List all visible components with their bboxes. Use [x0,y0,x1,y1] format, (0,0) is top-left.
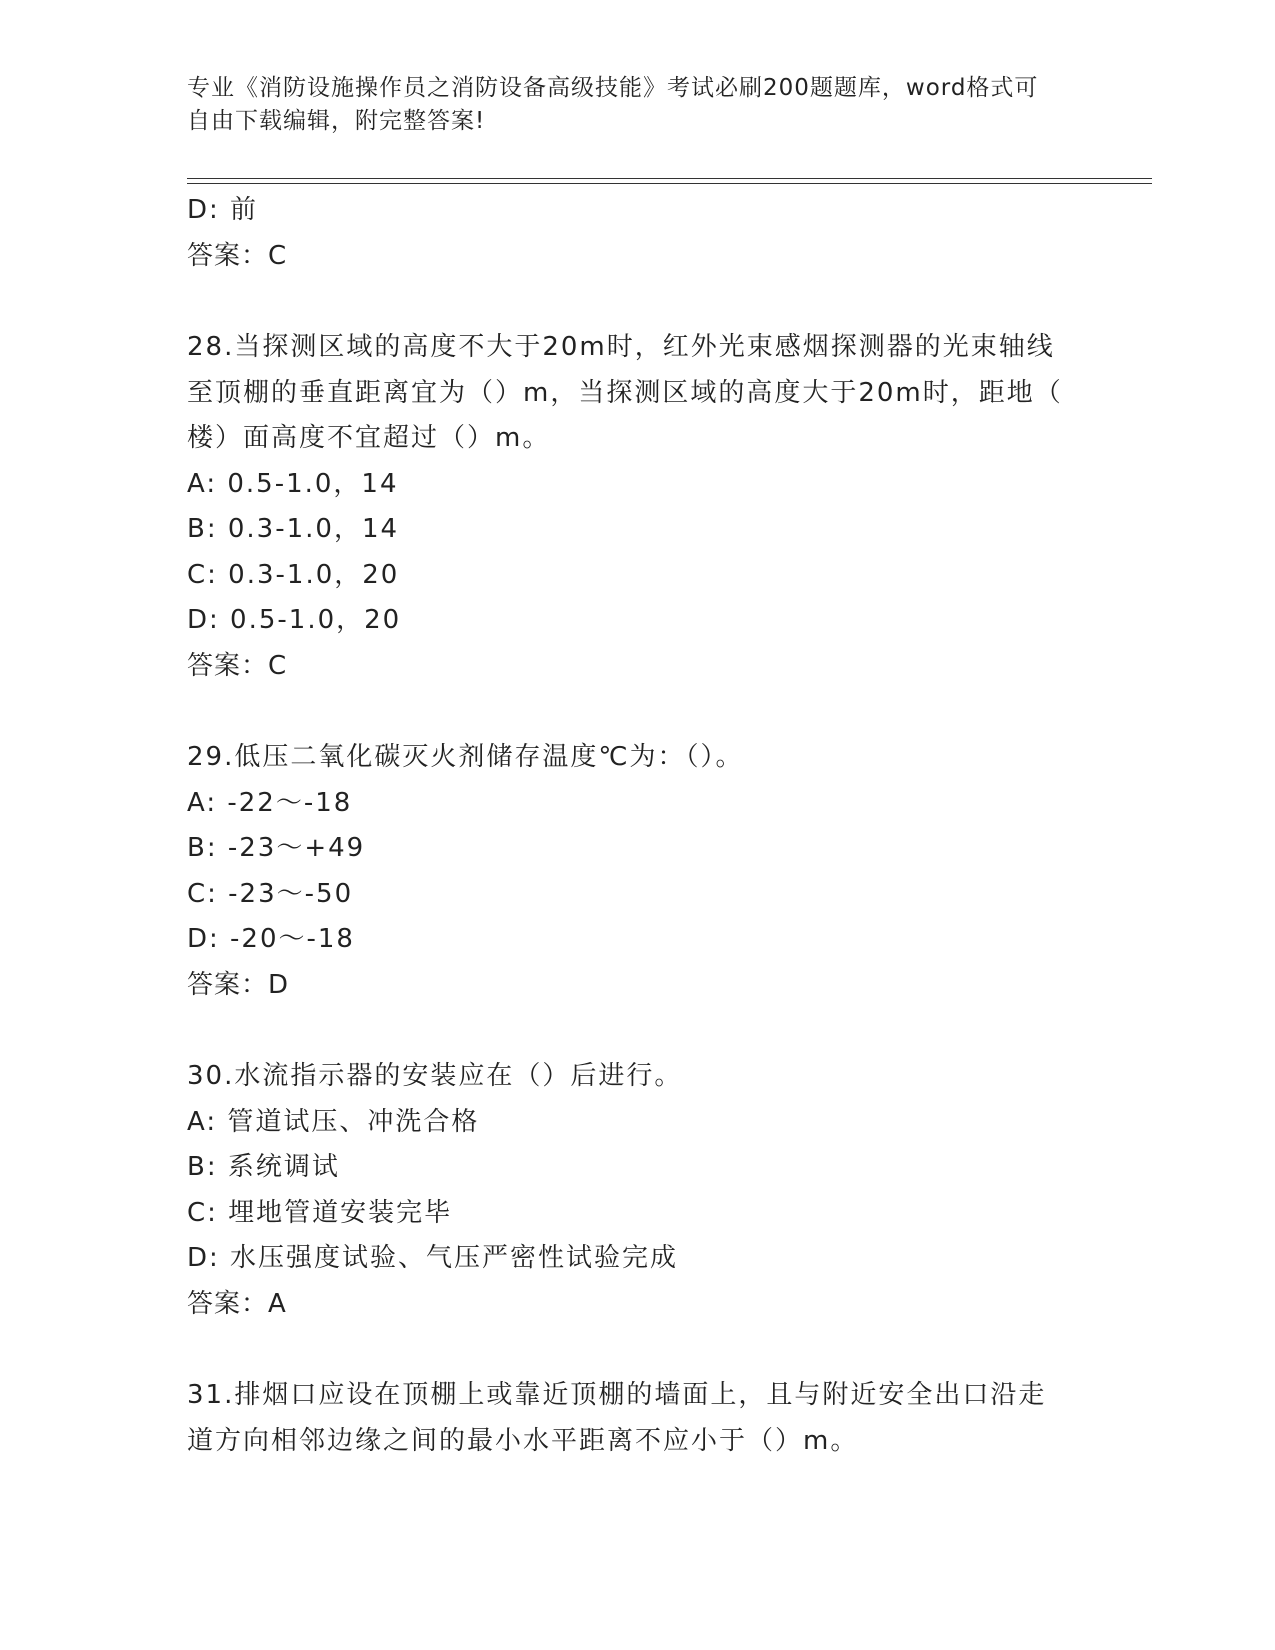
document-header [187,72,1067,138]
option-a: A: -22～-18 [187,787,353,818]
question-29 [187,735,1087,1008]
option-b: B: -23～+49 [187,833,366,863]
option-d: D: 水压强度试验、气压严密性试验完成 [187,1243,679,1273]
option-b: B: 系统调试 [187,1152,340,1182]
spacer [187,1008,1087,1054]
option-d: D: -20～-18 [187,924,355,954]
question-text-line: 31.排烟口应设在顶棚上或靠近顶棚的墙面上，且与附近安全出口沿走 [187,1380,1047,1410]
question-text-line: 30.水流指示器的安装应在（）后进行。 [187,1061,683,1091]
question-28 [187,325,1087,689]
answer: 答案：C [187,650,288,681]
prev-answer: 答案：C [187,240,288,271]
option-c: C: -23～-50 [187,878,354,909]
option-a: A: 管道试压、冲洗合格 [187,1106,480,1137]
header-divider-bottom [187,183,1152,184]
prev-option-d: D: 前 [187,195,259,225]
question-text-line: 29.低压二氧化碳灭火剂储存温度℃为：（）。 [187,742,744,772]
question-30 [187,1054,1087,1327]
header-line-1: 专业《消防设施操作员之消防设备高级技能》考试必刷200题题库，word格式可 [187,75,1039,101]
header-divider-top [187,178,1152,179]
answer: 答案：D [187,969,290,1000]
option-b: B: 0.3-1.0，14 [187,514,400,544]
question-content [187,188,1087,1464]
option-a: A: 0.5-1.0，14 [187,468,399,499]
answer: 答案：A [187,1288,287,1319]
question-text-line: 至顶棚的垂直距离宜为（）m，当探测区域的高度大于20m时，距地（ [187,377,1063,408]
option-c: C: 0.3-1.0，20 [187,559,400,590]
option-c: C: 埋地管道安装完毕 [187,1197,453,1228]
spacer [187,689,1087,735]
question-text-line: 28.当探测区域的高度不大于20m时，红外光束感烟探测器的光束轴线 [187,332,1055,362]
question-text-line: 道方向相邻边缘之间的最小水平距离不应小于（）m。 [187,1425,859,1456]
spacer [187,1327,1087,1373]
option-d: D: 0.5-1.0，20 [187,605,402,635]
question-31 [187,1373,1087,1464]
question-text-line: 楼）面高度不宜超过（）m。 [187,423,551,453]
header-line-2: 自由下载编辑，附完整答案! [187,108,486,134]
spacer [187,279,1087,325]
